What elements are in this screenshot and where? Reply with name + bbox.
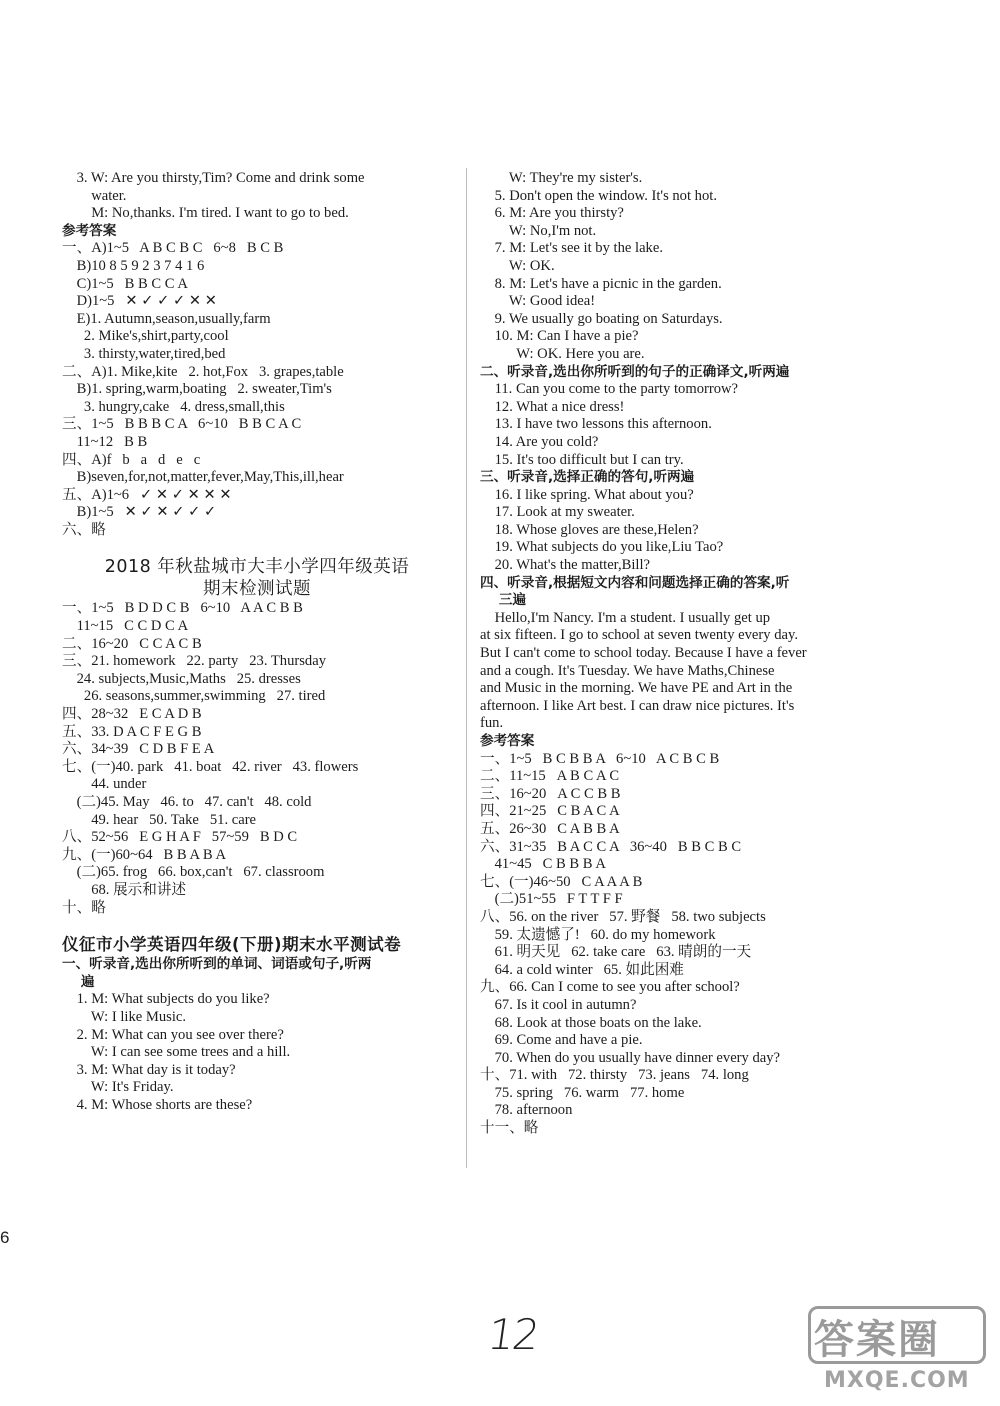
text-line: W: I like Music. [62, 1008, 187, 1025]
text-line: 四、听录音,根据短文内容和问题选择正确的答案,听 [480, 574, 790, 591]
text-line: M: No,thanks. I'm tired. I want to go to bed. [62, 205, 349, 222]
text-line: 64. a cold winter 65. 如此困难 [480, 961, 684, 978]
left-block-2 [62, 240, 452, 539]
text-line: 十、71. with 72. thirsty 73. jeans 74. long [480, 1067, 749, 1084]
text-line: 六、略 [62, 521, 106, 538]
text-line: W: I can see some trees and a hill. [62, 1044, 291, 1061]
text-line: 一、听录音,选出你所听到的单词、词语或句子,听两 [62, 956, 372, 973]
right-answer-heading: 参考答案 [480, 733, 535, 749]
text-line: E)1. Autumn,season,usually,farm [62, 310, 271, 327]
watermark-chinese: 答案圈 [814, 1317, 940, 1363]
text-line: 六、34~39 C D B F E A [62, 741, 215, 758]
text-line: 3. hungry,cake 4. dress,small,this [62, 398, 285, 415]
text-line: 10. M: Can I have a pie? [480, 328, 639, 345]
text-line: 2. M: What can you see over there? [62, 1026, 284, 1043]
section-title-dafeng-sub: 期末检测试题 [203, 579, 311, 600]
right-block-1 [480, 170, 880, 364]
text-line: (二)65. frog 66. box,can't 67. classroom [62, 864, 325, 881]
text-line: 三、16~20 A C C B B [480, 785, 621, 802]
left-block-1 [62, 170, 452, 223]
text-line: 一、A)1~5 A B C B C 6~8 B C B [62, 240, 284, 257]
text-line: and a cough. It's Tuesday. We have Maths,Chinese [480, 662, 775, 679]
text-line: 61. 明天见 62. take care 63. 晴朗的一天 [480, 944, 752, 961]
text-line: 18. Whose gloves are these,Helen? [480, 521, 699, 538]
text-line: water. [62, 187, 127, 204]
text-line: But I can't come to school today. Because I have a fever [480, 645, 807, 662]
right-column [480, 170, 880, 1138]
text-line: 三、1~5 B B B C A 6~10 B B C A C [62, 416, 302, 433]
text-line: 14. Are you cold? [480, 433, 599, 450]
text-line: Hello,I'm Nancy. I'm a student. I usually get up [480, 609, 771, 626]
text-line: 68. 展示和讲述 [62, 881, 187, 898]
section-title-dafeng: 2018 年秋盐城市大丰小学四年级英语 [104, 557, 410, 578]
right-heading-2: 二、听录音,选出你所听到的句子的正确译文,听两遍 [480, 363, 790, 380]
column-divider [466, 168, 467, 1168]
text-line: 26. seasons,summer,swimming 27. tired [62, 688, 326, 705]
section-title-yizheng: 仪征市小学英语四年级(下册)期末水平测试卷 [62, 935, 402, 955]
text-line: B)1. spring,warm,boating 2. sweater,Tim's [62, 381, 332, 398]
watermark-url: MXQE.COM [824, 1368, 970, 1393]
text-line: W: They're my sister's. [480, 170, 643, 186]
text-line: 44. under [62, 776, 147, 793]
text-line: 70. When do you usually have dinner every day? [480, 1049, 781, 1066]
text-line: 11~15 C C D C A [62, 618, 189, 635]
text-line: W: OK. Here you are. [480, 345, 645, 362]
text-line: 6. M: Are you thirsty? [480, 205, 624, 222]
text-line: 69. Come and have a pie. [480, 1032, 643, 1049]
text-line: W: It's Friday. [62, 1079, 174, 1096]
text-line: 四、21~25 C B A C A [480, 803, 620, 820]
text-line: 16. I like spring. What about you? [480, 486, 694, 503]
text-line: 67. Is it cool in autumn? [480, 996, 637, 1013]
text-line: 五、33. D A C F E G B [62, 723, 202, 740]
text-line: at six fifteen. I go to school at seven twenty every day. [480, 627, 798, 644]
text-line: 12. What a nice dress! [480, 398, 625, 415]
text-line: 3. thirsty,water,tired,bed [62, 345, 226, 362]
text-line: 59. 太遗憾了! 60. do my homework [480, 926, 716, 943]
text-line: 十、略 [62, 899, 106, 916]
text-line: 20. What's the matter,Bill? [480, 557, 650, 574]
text-line: 二、11~15 A B C A C [480, 768, 620, 785]
right-block-3 [480, 487, 880, 575]
text-line: 八、56. on the river 57. 野餐 58. two subjects [480, 908, 766, 925]
text-line: 3. M: What day is it today? [62, 1061, 236, 1078]
right-block-4 [480, 751, 880, 1138]
text-line: 4. M: Whose shorts are these? [62, 1096, 253, 1113]
text-line: 遍 [62, 973, 95, 990]
watermark-logo [808, 1300, 988, 1400]
text-line: B)seven,for,not,matter,fever,May,This,ill,hear [62, 469, 344, 486]
text-line: 二、16~20 C C A C B [62, 635, 202, 652]
text-line: 七、(一)46~50 C A A A B [480, 873, 643, 890]
text-line: 8. M: Let's have a picnic in the garden. [480, 275, 722, 292]
text-line: 一、1~5 B D D C B 6~10 A A C B B [62, 600, 303, 617]
text-line: 5. Don't open the window. It's not hot. [480, 187, 717, 204]
left-block-4 [62, 991, 452, 1114]
text-line: 3. W: Are you thirsty,Tim? Come and drink some [62, 170, 365, 186]
text-line: W: No,I'm not. [480, 222, 597, 239]
text-line: 五、26~30 C A B B A [480, 820, 620, 837]
text-line: 五、A)1~6 ✓ ✕ ✓ ✕ ✕ ✕ [62, 486, 232, 503]
text-line: W: OK. [480, 257, 555, 274]
text-line: 41~45 C B B B A [480, 856, 606, 873]
text-line: 19. What subjects do you like,Liu Tao? [480, 539, 724, 556]
text-line: B)1~5 ✕ ✓ ✕ ✓ ✓ ✓ [62, 504, 217, 521]
text-line: 17. Look at my sweater. [480, 504, 635, 521]
text-line: 9. We usually go boating on Saturdays. [480, 310, 723, 327]
text-line: 49. hear 50. Take 51. care [62, 811, 257, 828]
text-line: 七、(一)40. park 41. boat 42. river 43. flowers [62, 758, 359, 775]
text-line: and Music in the morning. We have PE and Art in the [480, 680, 793, 697]
text-line: 11. Can you come to the party tomorrow? [480, 381, 739, 398]
left-listening-heading [62, 956, 452, 991]
text-line: afternoon. I like Art best. I can draw nice pictures. It's [480, 697, 795, 714]
right-heading-3: 三、听录音,选择正确的答句,听两遍 [480, 469, 695, 486]
text-line: W: Good idea! [480, 293, 596, 310]
text-line: 78. afternoon [480, 1102, 573, 1119]
reading-passage [480, 610, 880, 733]
text-line: C)1~5 B B C C A [62, 275, 188, 292]
text-line: 24. subjects,Music,Maths 25. dresses [62, 670, 301, 687]
text-line: 2. Mike's,shirt,party,cool [62, 328, 229, 345]
page-number: 6 [0, 1228, 10, 1247]
text-line: 三遍 [480, 592, 527, 609]
right-heading-4 [480, 575, 880, 610]
left-column [62, 170, 452, 1115]
text-line: 八、52~56 E G H A F 57~59 B D C [62, 829, 298, 846]
text-line: 四、A)f b a d e c [62, 451, 201, 468]
text-line: 六、31~35 B A C C A 36~40 B B C B C [480, 838, 742, 855]
text-line: 三、21. homework 22. party 23. Thursday [62, 653, 327, 670]
text-line: 7. M: Let's see it by the lake. [480, 240, 663, 257]
text-line: 九、66. Can I come to see you after school? [480, 979, 740, 996]
handwritten-number: 12 [484, 1310, 541, 1359]
left-answer-heading: 参考答案 [62, 222, 117, 239]
text-line: 二、A)1. Mike,kite 2. hot,Fox 3. grapes,table [62, 363, 344, 380]
text-line: 1. M: What subjects do you like? [62, 991, 270, 1008]
text-line: fun. [480, 715, 504, 732]
text-line: (二)51~55 F T T F F [480, 891, 623, 908]
text-line: 四、28~32 E C A D B [62, 706, 202, 723]
text-line: 九、(一)60~64 B B A B A [62, 846, 226, 863]
text-line: 13. I have two lessons this afternoon. [480, 416, 712, 433]
text-line: 68. Look at those boats on the lake. [480, 1014, 702, 1031]
text-line: D)1~5 ✕ ✓ ✓ ✓ ✕ ✕ [62, 293, 218, 310]
left-block-3 [62, 600, 452, 917]
right-block-2 [480, 381, 880, 469]
text-line: 十一、略 [480, 1120, 539, 1137]
text-line: 75. spring 76. warm 77. home [480, 1084, 685, 1101]
text-line: (二)45. May 46. to 47. can't 48. cold [62, 794, 312, 810]
text-line: 15. It's too difficult but I can try. [480, 451, 684, 468]
text-line: 11~12 B B [62, 433, 148, 450]
text-line: 一、1~5 B C B B A 6~10 A C B C B [480, 750, 720, 767]
text-line: B)10 8 5 9 2 3 7 4 1 6 [62, 257, 205, 274]
